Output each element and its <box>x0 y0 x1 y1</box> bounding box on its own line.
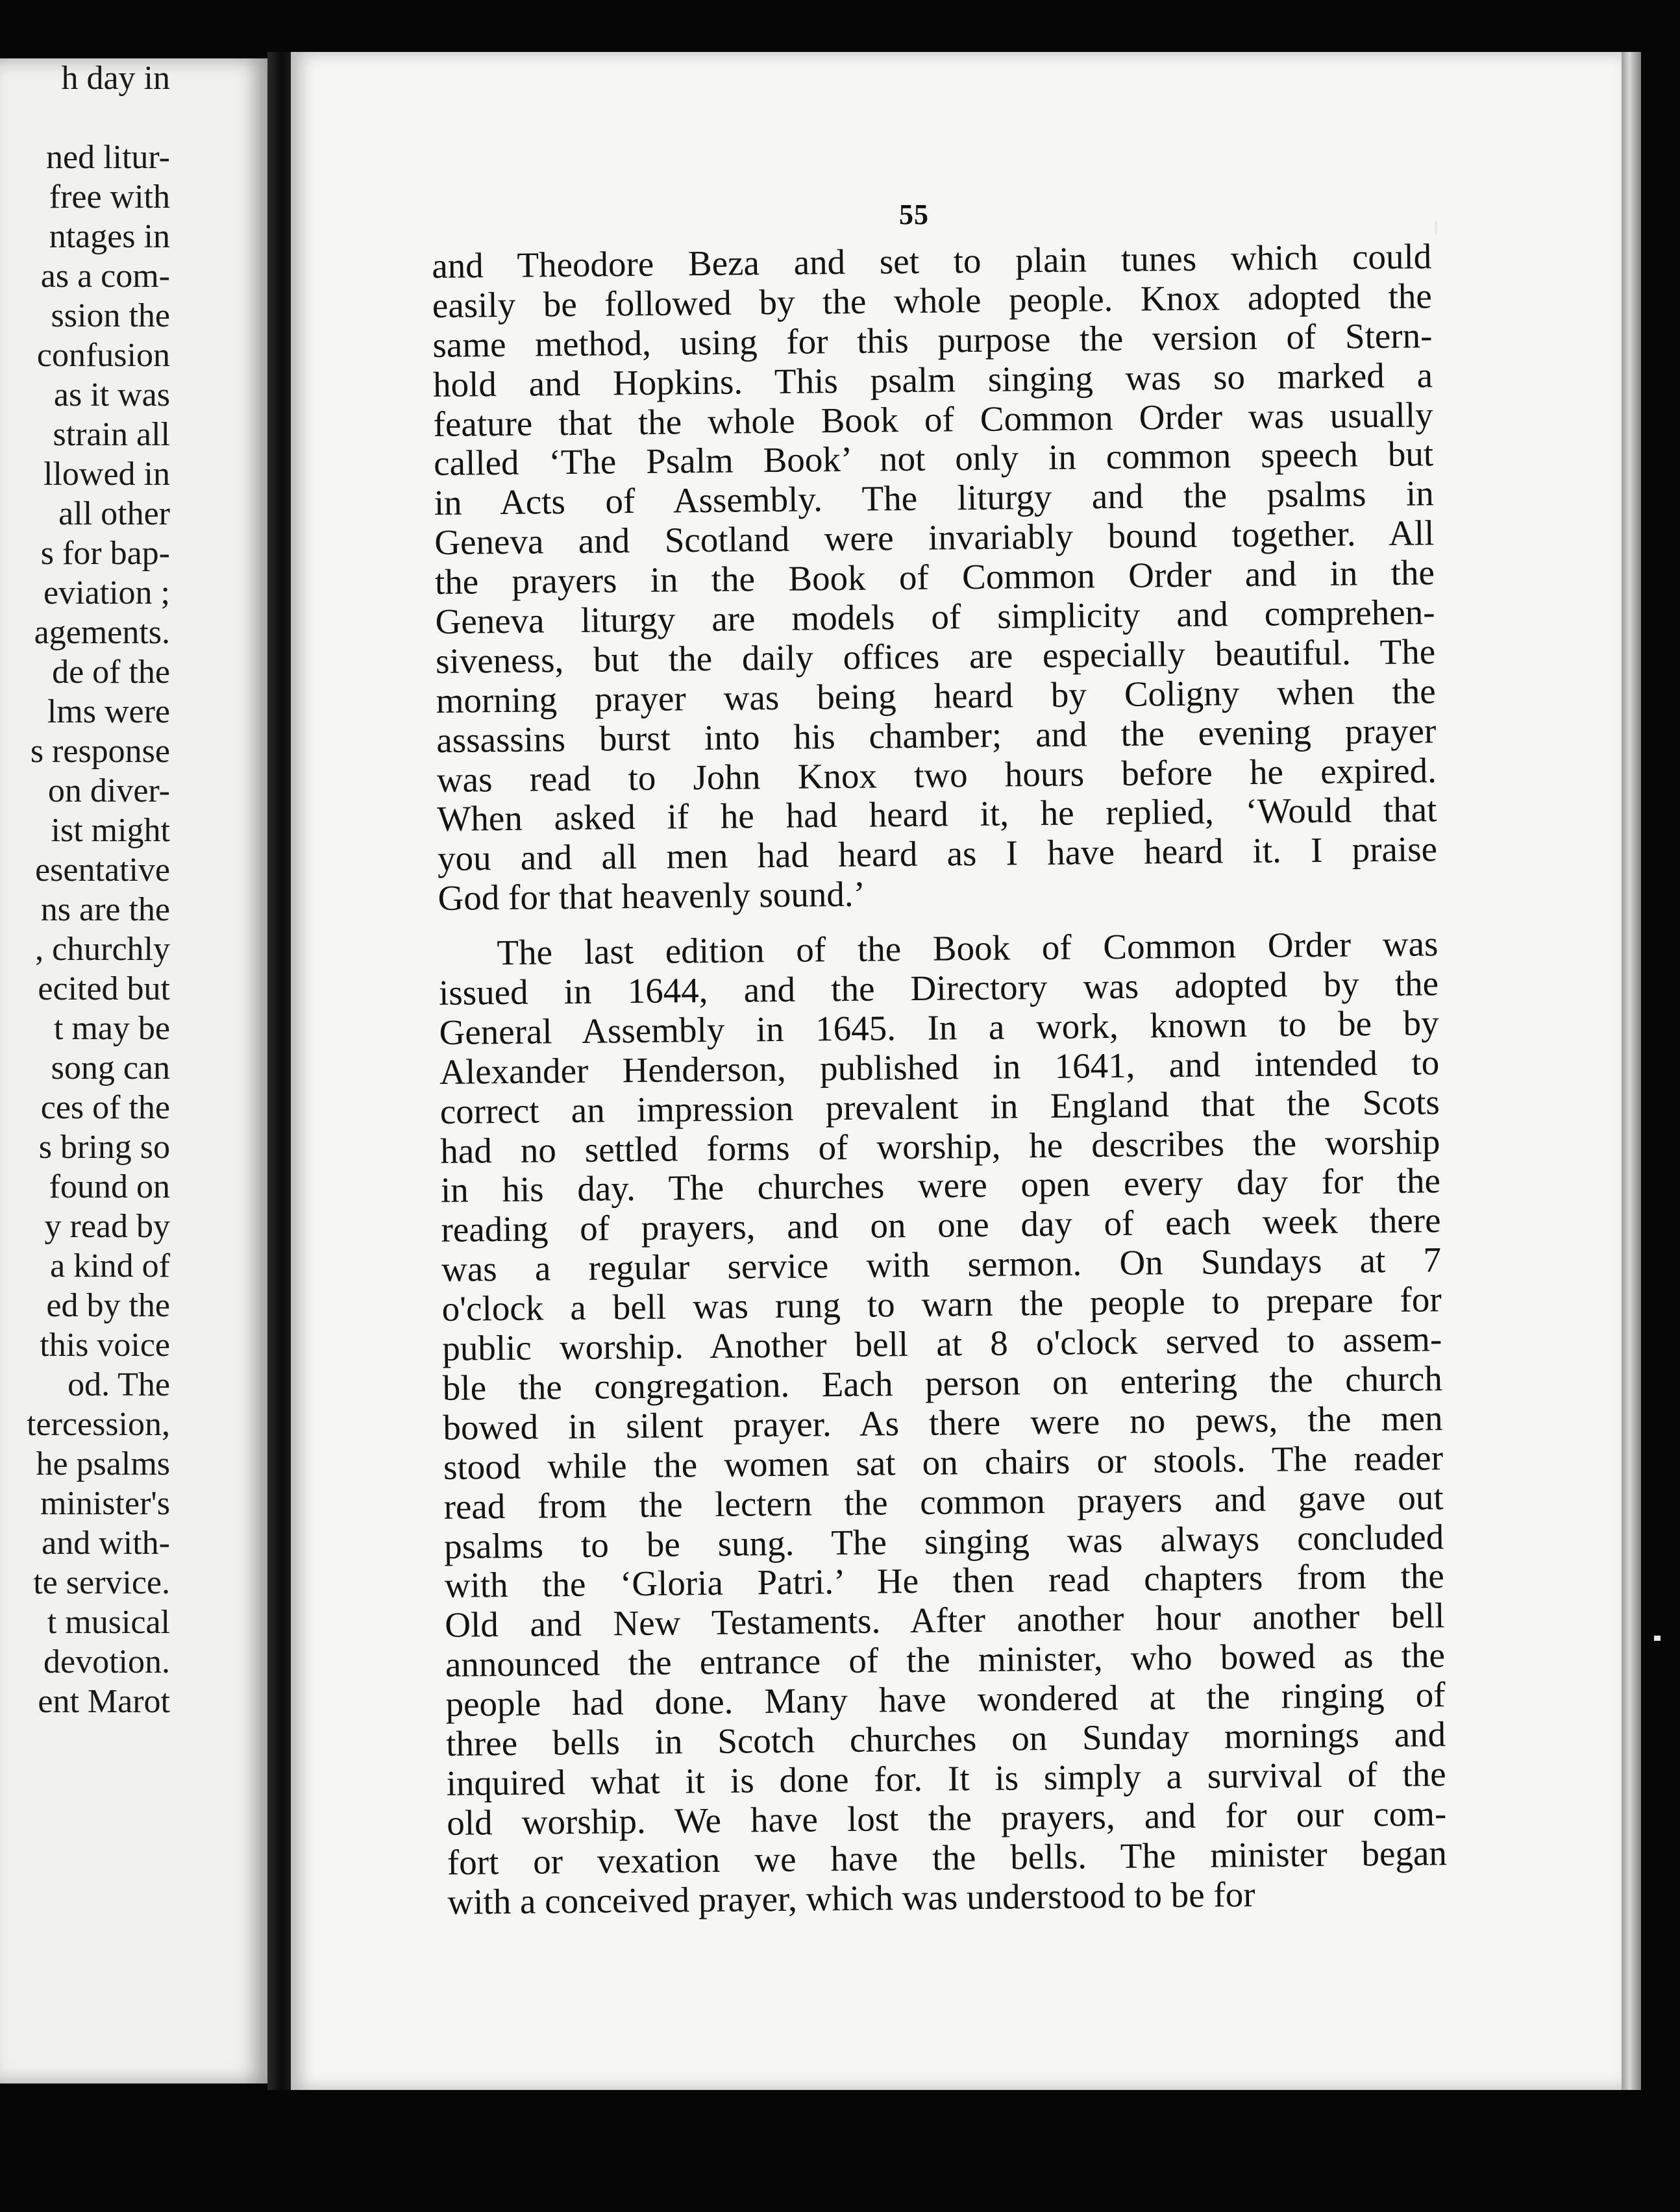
left-page-line: h day in <box>61 60 170 97</box>
left-page-line: song can <box>51 1050 170 1087</box>
text-line: inquired what it is done for. It is simply a survival of the <box>446 1753 1446 1803</box>
text-line: ble the congregation. Each person on entering the church <box>442 1358 1443 1408</box>
text-line: assassins burst into his chamber; and the evening prayer <box>436 710 1437 760</box>
text-line: had no settled forms of worship, he describes the worship <box>440 1121 1440 1171</box>
left-page-line: found on <box>49 1168 170 1205</box>
page-edge <box>1622 52 1641 2090</box>
left-page-line: ns are the <box>40 891 170 928</box>
left-page-line: devotion. <box>43 1643 170 1680</box>
text-line: with the ‘Gloria Patri.’ He then read chapters from the <box>444 1556 1445 1606</box>
left-page-line: he psalms <box>36 1445 170 1482</box>
text-line: three bells in Scotch churches on Sunday mornings and <box>445 1714 1446 1763</box>
left-page-line: ces of the <box>40 1089 170 1126</box>
scan-speck <box>1654 1636 1661 1641</box>
page-number: 55 <box>899 199 929 230</box>
text-line: in his day. The churches were open every day for the <box>440 1161 1441 1210</box>
left-page-line: y read by <box>44 1208 170 1245</box>
left-page-line: t may be <box>53 1010 170 1047</box>
text-line: you and all men had heard as I have heard it. I praise <box>437 829 1438 879</box>
left-page-line: a kind of <box>50 1247 170 1284</box>
left-page-line: strain all <box>53 416 170 453</box>
body-text <box>432 237 1448 1922</box>
left-page-line: minister's <box>40 1485 170 1522</box>
left-page-line: t musical <box>47 1604 170 1641</box>
text-line: the prayers in the Book of Common Order and in the <box>434 552 1435 602</box>
text-line: Old and New Testaments. After another hour another bell <box>445 1595 1445 1645</box>
left-page-line: free with <box>49 178 170 215</box>
left-page-line: s bring so <box>38 1129 170 1166</box>
left-page-line: llowed in <box>43 456 170 493</box>
left-page-line: this voice <box>40 1327 170 1364</box>
text-line: issued in 1644, and the Directory was adopted by the <box>438 963 1439 1013</box>
text-line: When asked if he had heard it, he replied, ‘Would that <box>437 789 1437 839</box>
text-line: was read to John Knox two hours before he expired. <box>436 750 1437 800</box>
text-line: o'clock a bell was rung to warn the people to prepare for <box>441 1279 1442 1329</box>
text-line: old worship. We have lost the prayers, and for our com- <box>447 1793 1447 1843</box>
text-line: same method, using for this purpose the version of Stern- <box>432 315 1433 365</box>
text-line: public worship. Another bell at 8 o'clock served to assem- <box>442 1319 1442 1368</box>
text-line: was a regular service with sermon. On Sundays at 7 <box>441 1240 1442 1290</box>
left-page-line: as it was <box>53 376 170 413</box>
left-page-line: ntages in <box>49 218 170 255</box>
text-line: fort or vexation we have the bells. The minister began <box>447 1832 1448 1882</box>
text-line: Geneva and Scotland were invariably bound together. All <box>434 513 1435 563</box>
text-line: reading of prayers, and on one day of each week there <box>441 1200 1441 1250</box>
left-page-line: ent Marot <box>38 1683 170 1720</box>
left-page-line: s for bap- <box>40 535 170 572</box>
left-page-line: and with- <box>42 1525 170 1562</box>
left-page-text <box>0 58 170 1721</box>
text-line: announced the entrance of the minister, who bowed as the <box>445 1635 1446 1685</box>
left-page-line: ssion the <box>51 297 170 334</box>
left-page-line: all other <box>58 495 170 532</box>
left-page-line: s response <box>30 733 170 770</box>
text-line: bowed in silent prayer. As there were no pews, the men <box>443 1397 1443 1447</box>
text-line: The last edition of the Book of Common Order was <box>497 924 1439 973</box>
paragraph <box>432 237 1438 918</box>
text-line: and Theodore Beza and set to plain tunes which could <box>431 236 1432 286</box>
left-page-line: eviation ; <box>43 574 170 611</box>
left-page-line: ist might <box>51 812 170 849</box>
text-line: called ‘The Psalm Book’ not only in common speech but <box>433 434 1434 484</box>
left-page-line: tercession, <box>27 1406 170 1443</box>
left-page-line <box>0 98 170 138</box>
text-line: read from the lectern the common prayers and gave out <box>443 1477 1444 1527</box>
left-page-line: esentative <box>35 852 170 889</box>
text-line: easily be followed by the whole people. Knox adopted the <box>432 276 1433 325</box>
text-line: General Assembly in 1645. In a work, known to be by <box>439 1003 1439 1052</box>
text-line: siveness, but the daily offices are especially beautiful. The <box>435 632 1436 681</box>
left-page-line: ed by the <box>46 1287 170 1324</box>
left-facing-page <box>0 58 267 2083</box>
text-line: Geneva liturgy are models of simplicity and comprehen- <box>435 592 1435 641</box>
left-page-line: ecited but <box>38 970 170 1007</box>
left-page-line: on diver- <box>47 772 170 809</box>
text-line: God for that heavenly sound.’ <box>438 874 866 918</box>
left-page-line: agements. <box>34 614 170 651</box>
text-line: morning prayer was being heard by Coligny when the <box>436 670 1436 720</box>
text-line: psalms to be sung. The singing was always concluded <box>443 1516 1444 1566</box>
text-line: hold and Hopkins. This psalm singing was so marked a <box>432 354 1433 404</box>
left-page-line: od. The <box>68 1366 170 1403</box>
left-page-line: as a com- <box>40 258 170 295</box>
left-page-line: te service. <box>33 1564 170 1601</box>
text-line: feature that the whole Book of Common Order was usually <box>433 394 1433 444</box>
paragraph <box>438 924 1448 1922</box>
text-line: correct an impression prevalent in England that the Scots <box>439 1081 1440 1131</box>
left-page-line: , churchly <box>35 931 170 968</box>
text-line: with a conceived prayer, which was understood to be for <box>447 1874 1255 1922</box>
left-page-line: de of the <box>52 654 170 691</box>
scan-speck <box>1435 221 1437 235</box>
left-page-line: confusion <box>36 337 170 374</box>
left-page-line: lms were <box>47 693 170 730</box>
text-line: Alexander Henderson, published in 1641, and intended to <box>439 1042 1440 1092</box>
book-gutter <box>267 52 291 2090</box>
text-line: stood while the women sat on chairs or stools. The reader <box>443 1437 1444 1487</box>
left-page-line: ned litur- <box>45 139 170 176</box>
text-line: people had done. Many have wondered at the ringing of <box>445 1675 1446 1724</box>
text-line: in Acts of Assembly. The liturgy and the psalms in <box>434 473 1435 523</box>
